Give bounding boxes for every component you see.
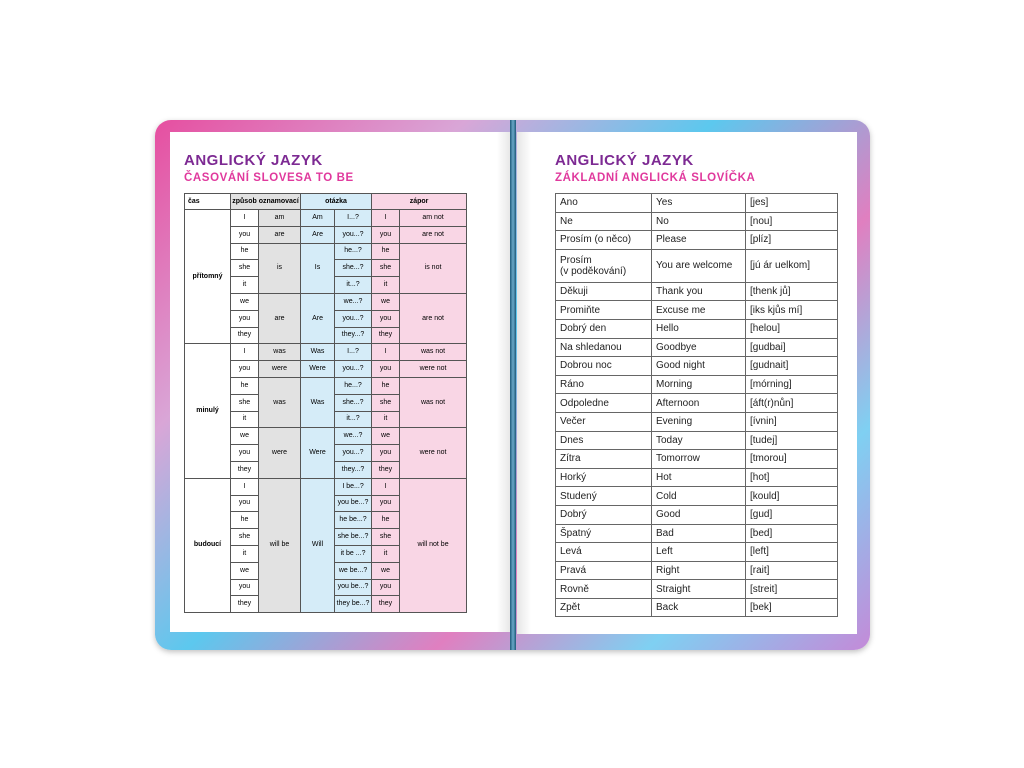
question-pronoun-cell: we...? xyxy=(335,293,372,310)
czech-word-cell: Prosím (o něco) xyxy=(556,231,652,250)
pronoun-cell: he xyxy=(231,243,259,260)
right-page-subtitle: ZÁKLADNÍ ANGLICKÁ SLOVÍČKA xyxy=(555,172,756,184)
pronoun-cell: she xyxy=(231,394,259,411)
question-pronoun-cell: you be...? xyxy=(335,579,372,596)
english-word-cell: Back xyxy=(652,598,746,617)
english-word-cell: Goodbye xyxy=(652,338,746,357)
negative-verb-cell: am not xyxy=(400,210,467,227)
pronunciation-cell: [bek] xyxy=(746,598,838,617)
affirmative-verb-cell: were xyxy=(259,428,301,478)
negative-pronoun-cell: she xyxy=(372,394,400,411)
question-verb-cell: Will xyxy=(301,478,335,612)
question-pronoun-cell: I...? xyxy=(335,210,372,227)
table-row xyxy=(556,194,838,213)
negative-pronoun-cell: she xyxy=(372,529,400,546)
negative-verb-cell: was not xyxy=(400,377,467,427)
pronunciation-cell: [left] xyxy=(746,543,838,562)
question-pronoun-cell: they be...? xyxy=(335,596,372,613)
negative-pronoun-cell: he xyxy=(372,377,400,394)
pronunciation-cell: [kould] xyxy=(746,487,838,506)
czech-word-cell: Dobrou noc xyxy=(556,357,652,376)
negative-verb-cell: were not xyxy=(400,361,467,378)
english-word-cell: No xyxy=(652,212,746,231)
pronunciation-cell: [ívnin] xyxy=(746,412,838,431)
pronoun-cell: we xyxy=(231,428,259,445)
affirmative-verb-cell: are xyxy=(259,226,301,243)
pronoun-cell: it xyxy=(231,411,259,428)
negative-pronoun-cell: it xyxy=(372,277,400,294)
english-word-cell: Right xyxy=(652,561,746,580)
table-row xyxy=(556,598,838,617)
pronunciation-cell: [tudej] xyxy=(746,431,838,450)
pronunciation-cell: [streit] xyxy=(746,580,838,599)
question-pronoun-cell: she...? xyxy=(335,394,372,411)
pronunciation-cell: [rait] xyxy=(746,561,838,580)
english-word-cell: Morning xyxy=(652,375,746,394)
negative-verb-cell: are not xyxy=(400,226,467,243)
question-verb-cell: Was xyxy=(301,377,335,427)
question-pronoun-cell: she be...? xyxy=(335,529,372,546)
negative-pronoun-cell: you xyxy=(372,361,400,378)
right-page-title: ANGLICKÝ JAZYK xyxy=(555,152,694,169)
czech-word-cell: Ne xyxy=(556,212,652,231)
pronoun-cell: we xyxy=(231,293,259,310)
czech-word-cell: Zpět xyxy=(556,598,652,617)
affirmative-verb-cell: will be xyxy=(259,478,301,612)
table-row xyxy=(556,282,838,301)
pronunciation-cell: [jú ár uelkom] xyxy=(746,249,838,282)
czech-word-cell: Rovně xyxy=(556,580,652,599)
table-row xyxy=(556,431,838,450)
pronoun-cell: they xyxy=(231,461,259,478)
negative-pronoun-cell: we xyxy=(372,428,400,445)
table-row xyxy=(185,478,467,495)
english-word-cell: You are welcome xyxy=(652,249,746,282)
negative-pronoun-cell: they xyxy=(372,327,400,344)
czech-word-cell: Večer xyxy=(556,412,652,431)
czech-word-cell: Dnes xyxy=(556,431,652,450)
question-pronoun-cell: you...? xyxy=(335,445,372,462)
english-word-cell: Evening xyxy=(652,412,746,431)
negative-pronoun-cell: we xyxy=(372,562,400,579)
pronunciation-cell: [hot] xyxy=(746,468,838,487)
tense-label: minulý xyxy=(185,344,231,478)
question-pronoun-cell: you...? xyxy=(335,361,372,378)
negative-pronoun-cell: she xyxy=(372,260,400,277)
english-word-cell: Thank you xyxy=(652,282,746,301)
czech-word-cell: Dobrý den xyxy=(556,319,652,338)
pronoun-cell: you xyxy=(231,226,259,243)
table-header-row xyxy=(185,194,467,210)
pronoun-cell: you xyxy=(231,361,259,378)
notebook xyxy=(155,120,870,650)
affirmative-verb-cell: was xyxy=(259,377,301,427)
affirmative-verb-cell: were xyxy=(259,361,301,378)
english-word-cell: Cold xyxy=(652,487,746,506)
pronunciation-cell: [plíz] xyxy=(746,231,838,250)
negative-pronoun-cell: I xyxy=(372,210,400,227)
czech-word-cell: Studený xyxy=(556,487,652,506)
pronoun-cell: they xyxy=(231,596,259,613)
negative-pronoun-cell: it xyxy=(372,545,400,562)
header-tense: čas xyxy=(185,194,231,210)
verb-conjugation-table xyxy=(184,193,467,613)
pronoun-cell: he xyxy=(231,512,259,529)
czech-word-cell: Ano xyxy=(556,194,652,213)
table-row xyxy=(556,524,838,543)
pronunciation-cell: [thenk jů] xyxy=(746,282,838,301)
negative-pronoun-cell: they xyxy=(372,461,400,478)
czech-word-cell: Horký xyxy=(556,468,652,487)
header-negative: zápor xyxy=(372,194,467,210)
czech-word-cell: Na shledanou xyxy=(556,338,652,357)
negative-pronoun-cell: we xyxy=(372,293,400,310)
pronunciation-cell: [áft(r)nůn] xyxy=(746,394,838,413)
table-row xyxy=(556,319,838,338)
negative-pronoun-cell: they xyxy=(372,596,400,613)
table-row xyxy=(556,543,838,562)
negative-pronoun-cell: he xyxy=(372,243,400,260)
english-word-cell: Straight xyxy=(652,580,746,599)
pronunciation-cell: [helou] xyxy=(746,319,838,338)
negative-pronoun-cell: I xyxy=(372,478,400,495)
header-question: otázka xyxy=(301,194,372,210)
pronoun-cell: you xyxy=(231,495,259,512)
table-row xyxy=(556,468,838,487)
question-pronoun-cell: we be...? xyxy=(335,562,372,579)
page-shadow xyxy=(517,132,531,634)
english-word-cell: Tomorrow xyxy=(652,450,746,469)
english-word-cell: Good night xyxy=(652,357,746,376)
english-word-cell: Bad xyxy=(652,524,746,543)
table-row xyxy=(556,561,838,580)
question-pronoun-cell: I be...? xyxy=(335,478,372,495)
pronoun-cell: she xyxy=(231,260,259,277)
czech-word-cell: Zítra xyxy=(556,450,652,469)
pronoun-cell: it xyxy=(231,545,259,562)
header-indicative: způsob oznamovací xyxy=(231,194,301,210)
affirmative-verb-cell: am xyxy=(259,210,301,227)
question-pronoun-cell: you...? xyxy=(335,310,372,327)
negative-pronoun-cell: you xyxy=(372,495,400,512)
table-row xyxy=(185,210,467,227)
table-row xyxy=(556,357,838,376)
question-pronoun-cell: it be ...? xyxy=(335,545,372,562)
czech-word-cell: Špatný xyxy=(556,524,652,543)
table-row xyxy=(556,394,838,413)
negative-pronoun-cell: it xyxy=(372,411,400,428)
question-pronoun-cell: he...? xyxy=(335,377,372,394)
english-word-cell: Afternoon xyxy=(652,394,746,413)
negative-pronoun-cell: you xyxy=(372,579,400,596)
question-pronoun-cell: they...? xyxy=(335,327,372,344)
question-verb-cell: Am xyxy=(301,210,335,227)
pronoun-cell: you xyxy=(231,310,259,327)
pronunciation-cell: [jes] xyxy=(746,194,838,213)
english-word-cell: Good xyxy=(652,505,746,524)
table-row xyxy=(556,487,838,506)
tense-label: budoucí xyxy=(185,478,231,612)
pronunciation-cell: [nou] xyxy=(746,212,838,231)
table-row xyxy=(556,212,838,231)
czech-word-cell: Odpoledne xyxy=(556,394,652,413)
table-row xyxy=(556,505,838,524)
question-verb-cell: Were xyxy=(301,428,335,478)
question-pronoun-cell: he...? xyxy=(335,243,372,260)
pronunciation-cell: [gudnait] xyxy=(746,357,838,376)
pronoun-cell: you xyxy=(231,445,259,462)
english-word-cell: Hello xyxy=(652,319,746,338)
english-word-cell: Hot xyxy=(652,468,746,487)
czech-word-cell: Prosím (v poděkování) xyxy=(556,249,652,282)
czech-word-cell: Levá xyxy=(556,543,652,562)
question-verb-cell: Is xyxy=(301,243,335,293)
pronunciation-cell: [gud] xyxy=(746,505,838,524)
negative-pronoun-cell: he xyxy=(372,512,400,529)
question-verb-cell: Were xyxy=(301,361,335,378)
question-pronoun-cell: he be...? xyxy=(335,512,372,529)
pronunciation-cell: [gudbai] xyxy=(746,338,838,357)
table-row xyxy=(556,450,838,469)
left-page xyxy=(170,132,511,632)
question-verb-cell: Are xyxy=(301,293,335,343)
czech-word-cell: Dobrý xyxy=(556,505,652,524)
page-shadow xyxy=(497,132,511,632)
table-row xyxy=(556,249,838,282)
pronoun-cell: it xyxy=(231,277,259,294)
table-row xyxy=(556,231,838,250)
pronoun-cell: she xyxy=(231,529,259,546)
english-word-cell: Left xyxy=(652,543,746,562)
pronoun-cell: they xyxy=(231,327,259,344)
pronoun-cell: I xyxy=(231,478,259,495)
question-pronoun-cell: she...? xyxy=(335,260,372,277)
negative-verb-cell: will not be xyxy=(400,478,467,612)
negative-pronoun-cell: you xyxy=(372,226,400,243)
english-word-cell: Please xyxy=(652,231,746,250)
czech-word-cell: Ráno xyxy=(556,375,652,394)
pronoun-cell: we xyxy=(231,562,259,579)
english-word-cell: Yes xyxy=(652,194,746,213)
question-verb-cell: Was xyxy=(301,344,335,361)
english-word-cell: Today xyxy=(652,431,746,450)
negative-pronoun-cell: you xyxy=(372,445,400,462)
question-pronoun-cell: it...? xyxy=(335,411,372,428)
table-row xyxy=(556,301,838,320)
left-page-subtitle: ČASOVÁNÍ SLOVESA TO BE xyxy=(184,172,354,184)
question-pronoun-cell: we...? xyxy=(335,428,372,445)
affirmative-verb-cell: is xyxy=(259,243,301,293)
pronoun-cell: you xyxy=(231,579,259,596)
question-pronoun-cell: you...? xyxy=(335,226,372,243)
negative-pronoun-cell: I xyxy=(372,344,400,361)
negative-verb-cell: were not xyxy=(400,428,467,478)
right-page xyxy=(517,132,857,634)
negative-pronoun-cell: you xyxy=(372,310,400,327)
table-row xyxy=(556,375,838,394)
tense-label: přítomný xyxy=(185,210,231,344)
question-verb-cell: Are xyxy=(301,226,335,243)
question-pronoun-cell: they...? xyxy=(335,461,372,478)
english-word-cell: Excuse me xyxy=(652,301,746,320)
affirmative-verb-cell: was xyxy=(259,344,301,361)
table-row xyxy=(556,412,838,431)
affirmative-verb-cell: are xyxy=(259,293,301,343)
czech-word-cell: Děkuji xyxy=(556,282,652,301)
pronunciation-cell: [tmorou] xyxy=(746,450,838,469)
table-row xyxy=(556,580,838,599)
vocabulary-table xyxy=(555,193,838,617)
pronoun-cell: I xyxy=(231,210,259,227)
table-row xyxy=(185,344,467,361)
negative-verb-cell: is not xyxy=(400,243,467,293)
czech-word-cell: Pravá xyxy=(556,561,652,580)
question-pronoun-cell: I...? xyxy=(335,344,372,361)
pronunciation-cell: [iks kjůs mí] xyxy=(746,301,838,320)
pronunciation-cell: [bed] xyxy=(746,524,838,543)
czech-word-cell: Promiňte xyxy=(556,301,652,320)
question-pronoun-cell: it...? xyxy=(335,277,372,294)
table-row xyxy=(556,338,838,357)
pronoun-cell: he xyxy=(231,377,259,394)
pronoun-cell: I xyxy=(231,344,259,361)
negative-verb-cell: was not xyxy=(400,344,467,361)
question-pronoun-cell: you be...? xyxy=(335,495,372,512)
pronunciation-cell: [mórning] xyxy=(746,375,838,394)
left-page-title: ANGLICKÝ JAZYK xyxy=(184,152,323,169)
book-spine xyxy=(510,120,516,650)
negative-verb-cell: are not xyxy=(400,293,467,343)
